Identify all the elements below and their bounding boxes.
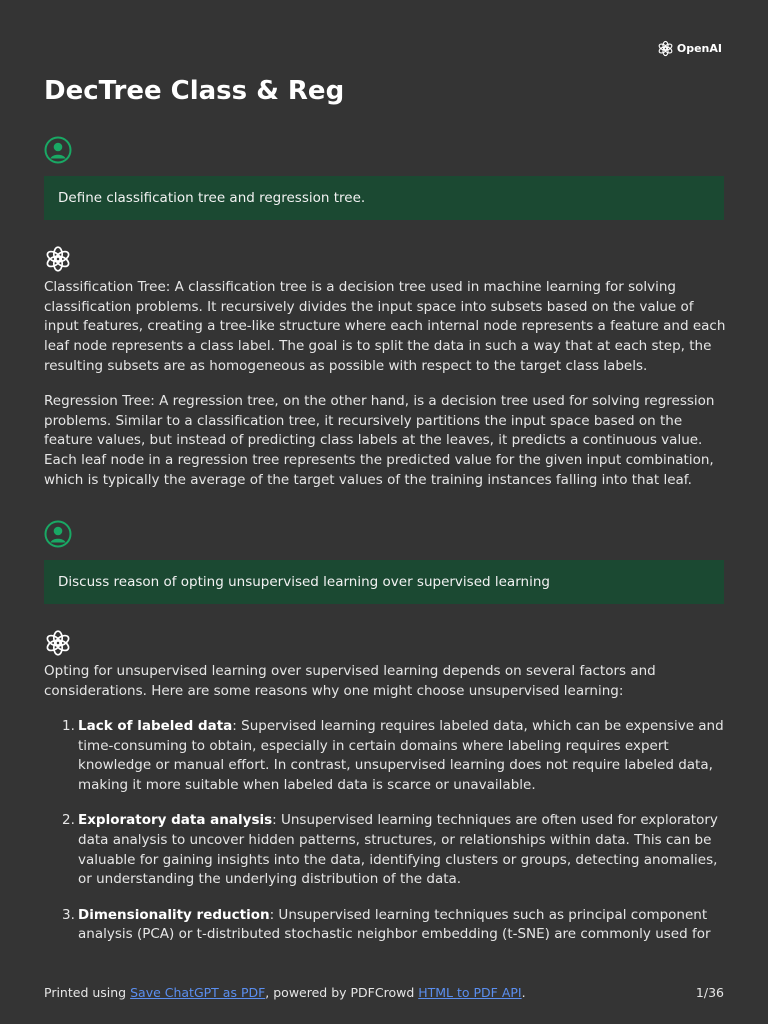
reasons-list <box>44 717 726 950</box>
assistant-paragraph: Classification Tree: A classification tree is a decision tree used in machine learning for solving classification problems. It recursively divides the input space into subsets based on the value of input features, creating a tree-like structure where each internal node represents a feature and each leaf node represents a class label. The goal is to split the data in such a way that at each step, the resulting subsets are as homogeneous as possible with respect to the target class labels. <box>44 279 726 374</box>
assistant-paragraph: Regression Tree: A regression tree, on the other hand, is a decision tree used for solving regression problems. Similar to a classification tree, it recursively partitions the input space based on the feature values, but instead of predicting class labels at the leaves, it predicts a continuous value. Each leaf node in a regression tree represents the predicted value for the given input combination, which is typically the average of the target values of the training instances falling into that leaf. <box>44 393 715 488</box>
list-item <box>44 811 726 890</box>
save-chatgpt-pdf-link[interactable]: Save ChatGPT as PDF <box>130 985 266 1000</box>
user-prompt <box>44 176 724 220</box>
list-item-term: Dimensionality reduction <box>78 906 270 923</box>
user-prompt <box>44 560 724 604</box>
list-item-term: Lack of labeled data <box>78 718 233 734</box>
openai-brand <box>657 40 722 57</box>
list-item-number: 3. <box>62 906 75 923</box>
footer-middle: , powered by PDFCrowd <box>265 985 419 1000</box>
chatgpt-icon <box>44 629 72 657</box>
page-number: 1/36 <box>695 985 724 1000</box>
list-viewport <box>0 710 768 950</box>
conversation-title: DecTree Class & Reg <box>44 76 345 106</box>
list-item-text: : Unsupervised learning techniques such as principal component analysis (PCA) or t-distributed stochastic neighbor embedding (t-SNE) are commonly used for <box>78 906 711 943</box>
footer-credit <box>44 985 526 1000</box>
openai-logo-icon <box>657 40 674 57</box>
list-item-text: : Unsupervised learning techniques are often used for exploratory data analysis to uncover hidden patterns, structures, or relationships within data. This can be valuable for gaining insights into the data, identifying clusters or groups, detecting anomalies, or understanding the underlying distribution of the data. <box>78 812 718 888</box>
list-item <box>44 717 726 796</box>
footer-suffix: . <box>521 985 526 1000</box>
footer-prefix: Printed using <box>44 985 131 1000</box>
assistant-intro: Opting for unsupervised learning over supervised learning depends on several factors and considerations. Here are some reasons why one might choose unsupervised learning: <box>44 663 656 699</box>
list-item-number: 1. <box>62 718 75 734</box>
html-to-pdf-api-link[interactable]: HTML to PDF API <box>418 985 522 1000</box>
user-avatar-icon <box>44 520 72 548</box>
list-item <box>44 906 726 945</box>
user-prompt-text: Discuss reason of opting unsupervised learning over supervised learning <box>58 574 550 590</box>
chatgpt-icon <box>44 245 72 273</box>
page-footer <box>44 985 724 1000</box>
list-item-number: 2. <box>62 812 75 829</box>
brand-name: OpenAI <box>676 42 722 55</box>
list-item-term: Exploratory data analysis <box>78 812 273 829</box>
user-prompt-text: Define classification tree and regression tree. <box>58 190 366 206</box>
user-avatar-icon <box>44 136 72 164</box>
list-item-text: : Supervised learning requires labeled data, which can be expensive and time-consuming to obtain, especially in certain domains where labeling requires expert knowledge or manual effort. In contrast, unsupervised learning does not require labeled data, making it more suitable when labeled data is scarce or unavailable. <box>78 718 724 794</box>
